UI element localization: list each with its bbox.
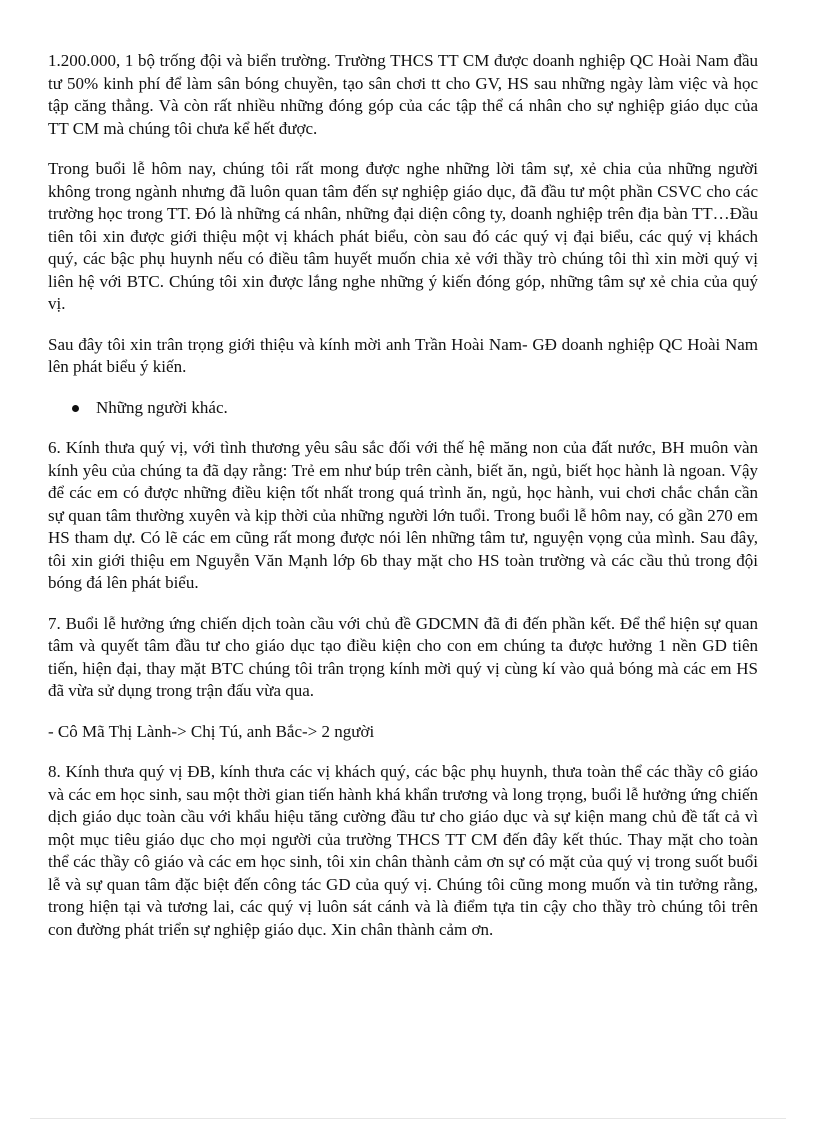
- paragraph-contributions: 1.200.000, 1 bộ trống đội và biển trường. Trường THCS TT CM được doanh nghiệp QC Hoài Nam đầu tư 50% kinh phí để làm sân bóng chuyền, tạo sân chơi tt cho GV, HS sau những ngày làm việc và học tập căng thẳng. Và còn rất nhiều những đóng góp của các tập thể cá nhân cho sự nghiệp giáo dục của TT CM mà chúng tôi chưa kể hết được.: [48, 51, 758, 138]
- paragraph-invitation-speakers: Trong buổi lễ hôm nay, chúng tôi rất mong được nghe những lời tâm sự, xẻ chia của những người không trong ngành nhưng đã luôn quan tâm đến sự nghiệp giáo dục, đã đầu tư một phần CSVC cho các trường học trong TT. Đó là những cá nhân, những đại diện công ty, doanh nghiệp trên địa bàn TT…Đầu tiên tôi xin được giới thiệu một vị khách phát biểu, còn sau đó các quý vị đại biểu, các quý vị khách quý, các bậc phụ huynh nếu có điều tâm huyết muốn chia xẻ với thầy trò chúng tôi thì xin mời quý vị liên hệ với BTC. Chúng tôi xin được lắng nghe những ý kiến đóng góp, những tâm sự xẻ chia của quý vị.: [48, 159, 758, 313]
- bullet-dot-icon: [72, 405, 79, 412]
- paragraph-section-8: 8. Kính thưa quý vị ĐB, kính thưa các vị khách quý, các bậc phụ huynh, thưa toàn thể các thầy cô giáo và các em học sinh, sau một thời gian tiến hành khá khẩn trương và long trọng, buổi lễ hưởng ứng chiến dịch giáo dục toàn cầu với khẩu hiệu tăng cường đầu tư cho giáo dục và sự kiện mang chủ đề tất cả vì một mục tiêu giáo dục cho mọi người của trường THCS TT CM đến đây kết thúc. Thay mặt cho toàn thể các thầy cô giáo và các em học sinh, tôi xin chân thành cảm ơn sự có mặt của quý vị trong suốt buổi lễ và sự quan tâm đặc biệt đến công tác GD của quý vị. Chúng tôi cũng mong muốn và tin tưởng rằng, trong hiện tại và tương lai, các quý vị luôn sát cánh và là điểm tựa tin cậy cho thầy trò chúng tôi trên con đường phát triển sự nghiệp giáo dục. Xin chân thành cảm ơn.: [48, 762, 758, 939]
- paragraph-introduce-guest: Sau đây tôi xin trân trọng giới thiệu và kính mời anh Trần Hoài Nam- GĐ doanh nghiệp QC Hoài Nam lên phát biểu ý kiến.: [48, 334, 758, 376]
- bullet-list: [48, 397, 758, 420]
- paragraph-signers-note: - Cô Mã Thị Lành-> Chị Tú, anh Bắc-> 2 người: [48, 721, 375, 741]
- list-item: [48, 397, 758, 420]
- page-bottom-divider: [30, 1118, 786, 1119]
- paragraph-section-6: 6. Kính thưa quý vị, với tình thương yêu sâu sắc đối với thế hệ măng non của đất nước, BH muôn vàn kính yêu của chúng ta đã dạy rằng: Trẻ em như búp trên cành, biết ăn, ngủ, biết học hành là ngoan. Vậy để các em có được những điều kiện tốt nhất trong quá trình ăn, ngủ, học hành, vui chơi chắc chắn cần sự quan tâm thường xuyên và kịp thời của những người lớn tuổi. Trong buổi lễ hôm nay, có gần 270 em HS tham dự. Có lẽ các em cũng rất mong được nói lên những tâm tư, nguyện vọng của mình. Sau đây, tôi xin giới thiệu em Nguyễn Văn Mạnh lớp 6b thay mặt cho HS toàn trường và các cầu thủ trong đội bóng đá lên phát biểu.: [48, 438, 758, 592]
- document-page: [48, 50, 758, 959]
- paragraph-section-7: 7. Buổi lễ hưởng ứng chiến dịch toàn cầu với chủ đề GDCMN đã đi đến phần kết. Để thể hiện sự quan tâm và quyết tâm đầu tư cho giáo dục tạo điều kiện cho con em chúng ta được hưởng 1 nền GD tiên tiến, hiện đại, thay mặt BTC chúng tôi trân trọng kính mời quý vị cùng kí vào quả bóng mà các em HS đã vừa sử dụng trong trận đấu vừa qua.: [48, 613, 758, 700]
- bullet-text: Những người khác.: [96, 397, 228, 417]
